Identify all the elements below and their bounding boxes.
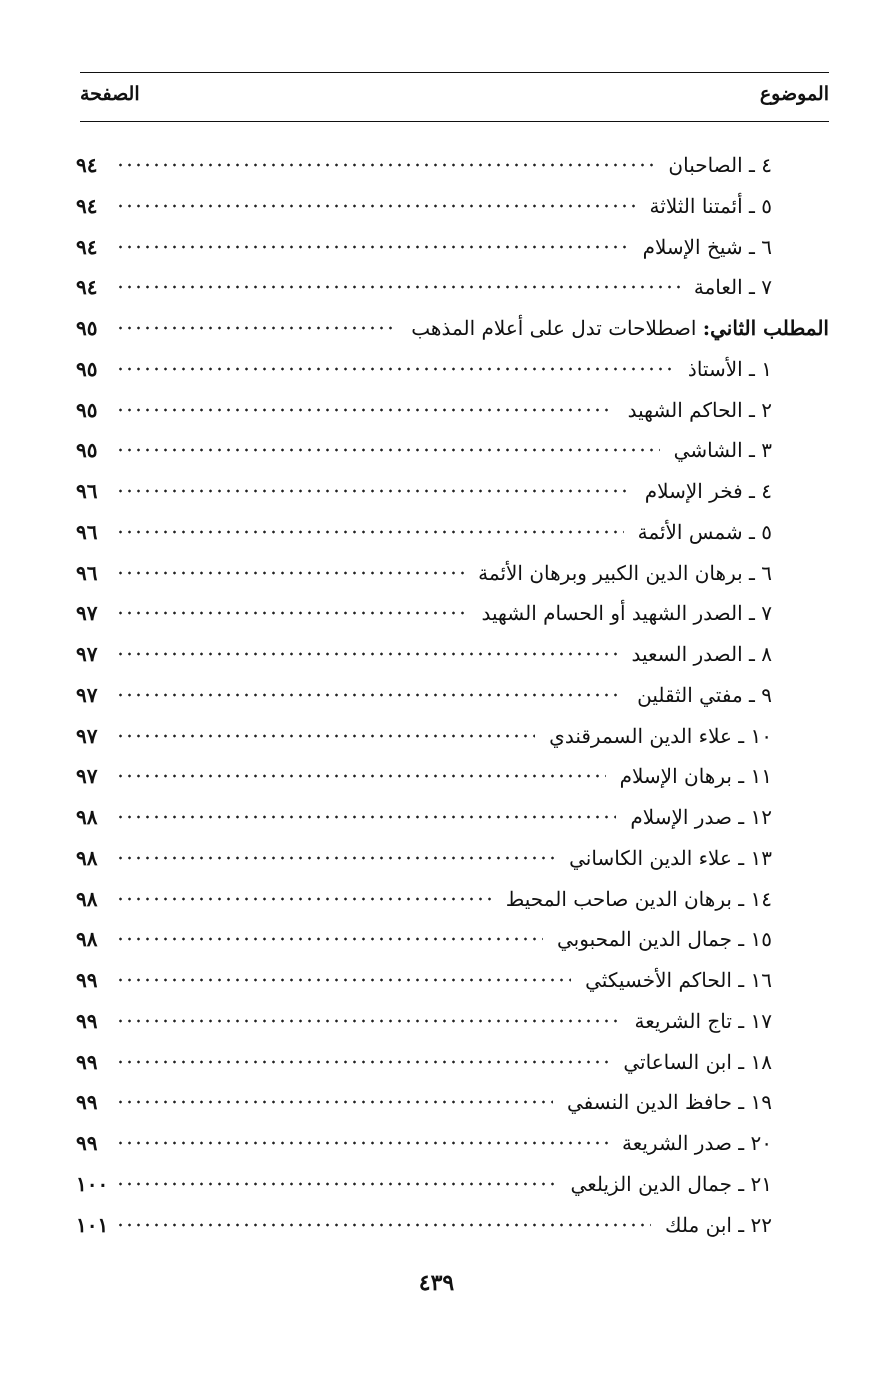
toc-page-number: ٩٩ <box>76 1008 98 1033</box>
dot-leader <box>116 1220 651 1230</box>
toc-section-text: اصطلاحات تدل على أعلام المذهب <box>411 316 703 340</box>
toc-page-number: ١٠١ <box>76 1212 109 1237</box>
toc-entry <box>76 1001 772 1041</box>
toc-entry <box>76 716 772 756</box>
toc-page-number: ٩٥ <box>76 397 98 422</box>
toc-page-number: ٩٦ <box>76 560 98 585</box>
toc-entry-title: ٥ ـ شمس الأئمة <box>637 519 772 544</box>
toc-page-number: ٩٩ <box>76 1131 98 1155</box>
toc-page-number: ٩٧ <box>76 682 98 707</box>
toc-page-number: ٩٨ <box>76 805 98 829</box>
toc-entry <box>76 430 772 470</box>
toc-section-label: المطلب الثاني: <box>702 316 829 340</box>
toc-page-number: ٩٥ <box>76 438 98 463</box>
topic-column-label: الموضوع <box>759 83 829 105</box>
dot-leader <box>116 853 555 863</box>
toc-entry-title: ٤ ـ الصاحبان <box>668 153 772 177</box>
toc-entry-title: ٢ ـ الحاكم الشهيد <box>627 397 772 422</box>
toc-entry <box>76 512 772 552</box>
toc-entry <box>76 879 772 919</box>
toc-page-number: ٩٨ <box>76 845 98 870</box>
toc-entry-title: ١١ ـ برهان الإسلام <box>619 764 772 789</box>
toc-entry <box>76 186 772 226</box>
dot-leader <box>116 1057 609 1067</box>
toc-entry <box>76 919 772 959</box>
toc-page-number: ٩٧ <box>76 642 98 666</box>
toc-page-number: ٩٧ <box>76 764 98 789</box>
toc-entry-title: ١٩ ـ حافظ الدين النسفي <box>566 1090 772 1115</box>
toc-page-number: ٩٧ <box>76 723 98 748</box>
dot-leader <box>116 1138 608 1148</box>
toc-entry-title: ٧ ـ الصدر الشهيد أو الحسام الشهيد <box>481 601 772 626</box>
toc-page-number: ٩٩ <box>76 1049 98 1074</box>
dot-leader <box>116 323 397 333</box>
dot-leader <box>116 486 631 496</box>
toc-entry-title: ٨ ـ الصدر السعيد <box>631 642 772 666</box>
toc-page-number: ٩٦ <box>76 479 98 503</box>
dot-leader <box>116 975 571 985</box>
toc-page-number: ٩٤ <box>76 153 98 177</box>
toc-page-number: ٩٥ <box>76 316 98 340</box>
toc-page-number: ٩٤ <box>76 234 98 259</box>
toc-page-number: ١٠٠ <box>76 1171 109 1196</box>
dot-leader <box>116 160 654 170</box>
toc-page-number: ٩٦ <box>76 519 98 544</box>
toc-entry-title: ٤ ـ فخر الإسلام <box>644 479 772 503</box>
toc-entry <box>76 1082 772 1122</box>
dot-leader <box>116 934 543 944</box>
toc-entry <box>76 675 772 715</box>
toc-entry-title: ٦ ـ برهان الدين الكبير وبرهان الأئمة <box>478 560 772 585</box>
toc-entry-title: ١٠ ـ علاء الدين السمرقندي <box>549 723 772 748</box>
toc-entry <box>76 145 772 185</box>
dot-leader <box>116 282 680 292</box>
toc-entry <box>76 267 772 307</box>
toc-page-number: ٩٨ <box>76 927 98 952</box>
toc-entry <box>76 1164 772 1204</box>
toc-entry-title: ٣ ـ الشاشي <box>673 438 772 463</box>
toc-entry-title: ٧ ـ العامة <box>693 275 772 300</box>
toc-entry <box>76 1042 772 1082</box>
dot-leader <box>116 649 617 659</box>
dot-leader <box>116 771 606 781</box>
toc-page-number: ٩٩ <box>76 1090 98 1115</box>
toc-entry <box>76 634 772 674</box>
toc-entry-title: ١٣ ـ علاء الدين الكاساني <box>569 845 772 870</box>
toc-page-number: ٩٤ <box>76 275 98 300</box>
toc-page-number: ٩٧ <box>76 601 98 626</box>
dot-leader <box>116 608 468 618</box>
toc-entry <box>76 471 772 511</box>
toc-entry <box>76 553 772 593</box>
toc-entry-title: ١٥ ـ جمال الدين المحبوبي <box>557 927 772 952</box>
dot-leader <box>116 1097 553 1107</box>
toc-entry <box>76 1123 772 1163</box>
dot-leader <box>116 1179 557 1189</box>
toc-section-title <box>403 316 829 340</box>
toc-entry-title: ٢٢ ـ ابن ملك <box>665 1212 772 1237</box>
toc-page-number: ٩٩ <box>76 968 98 992</box>
toc-entry-title: ٥ ـ أئمتنا الثلاثة <box>649 193 772 218</box>
toc-entry-title: ٦ ـ شيخ الإسلام <box>642 234 772 259</box>
toc-page-number: ٩٨ <box>76 886 98 911</box>
page-column-label: الصفحة <box>80 83 140 105</box>
table-of-contents-header <box>80 72 829 122</box>
toc-entry-title: ١ ـ الأستاذ <box>687 356 772 381</box>
toc-page-number: ٩٥ <box>76 356 98 381</box>
toc-entry <box>76 593 772 633</box>
page-number: ٤٣٩ <box>418 1270 455 1296</box>
toc-entry <box>76 756 772 796</box>
toc-page-number: ٩٤ <box>76 193 98 218</box>
dot-leader <box>116 445 660 455</box>
dot-leader <box>116 527 624 537</box>
toc-entry <box>76 1205 772 1245</box>
dot-leader <box>116 690 623 700</box>
toc-entry-title: ٩ ـ مفتي الثقلين <box>637 682 772 707</box>
toc-entry <box>76 838 772 878</box>
dot-leader <box>116 731 535 741</box>
toc-entry <box>76 960 772 1000</box>
dot-leader <box>116 405 614 415</box>
toc-entry-title: ٢١ ـ جمال الدين الزيلعي <box>570 1171 772 1196</box>
dot-leader <box>116 568 464 578</box>
dot-leader <box>116 812 616 822</box>
toc-entry <box>76 390 772 430</box>
toc-entry-title: ١٨ ـ ابن الساعاتي <box>623 1049 772 1074</box>
dot-leader <box>116 201 636 211</box>
dot-leader <box>116 242 629 252</box>
toc-entry <box>76 349 772 389</box>
toc-entry <box>76 308 829 348</box>
toc-entry <box>76 227 772 267</box>
dot-leader <box>116 364 674 374</box>
toc-entry-title: ١٦ ـ الحاكم الأخسيكثي <box>585 968 772 992</box>
toc-entry-title: ١٤ ـ برهان الدين صاحب المحيط <box>505 886 772 911</box>
toc-entry-title: ١٧ ـ تاج الشريعة <box>634 1008 772 1033</box>
toc-entry-title: ٢٠ ـ صدر الشريعة <box>621 1131 772 1155</box>
toc-entry-title: ١٢ ـ صدر الإسلام <box>630 805 772 829</box>
toc-entry <box>76 797 772 837</box>
dot-leader <box>116 1016 621 1026</box>
dot-leader <box>116 894 492 904</box>
